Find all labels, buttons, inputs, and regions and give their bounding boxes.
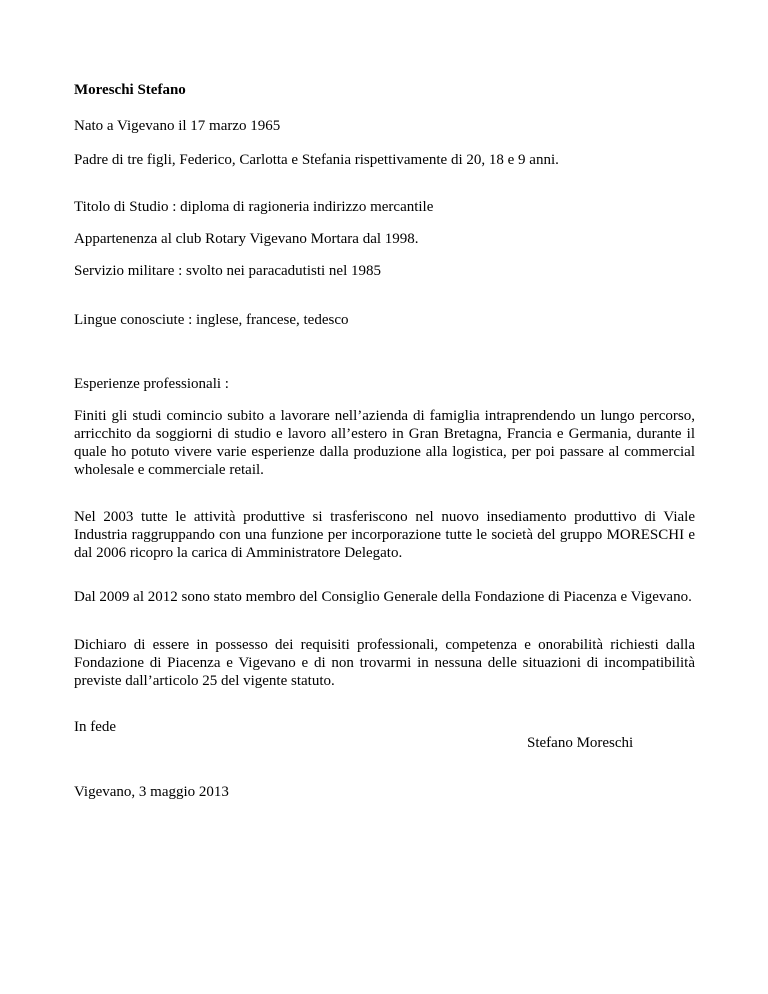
signature-name: Stefano Moreschi: [527, 735, 634, 751]
birth-line: Nato a Vigevano il 17 marzo 1965: [74, 118, 281, 134]
closing-line: In fede: [74, 719, 117, 735]
family-line: Padre di tre figli, Federico, Carlotta e Stefania rispettivamente di 20, 18 e 9 anni.: [74, 152, 559, 168]
languages-line: Lingue conosciute : inglese, francese, tedesco: [74, 312, 349, 328]
experience-heading: Esperienze professionali :: [74, 376, 229, 392]
paragraph-2003: Nel 2003 tutte le attività produttive si trasferiscono nel nuovo insediamento produttivo di Viale Industria raggruppando con una funzione per incorporazione tutte le società del gruppo MORESCHI e dal 2006 ricopro la carica di Amministratore Delegato.: [74, 509, 695, 561]
declaration-paragraph: Dichiaro di essere in possesso dei requisiti professionali, competenza e onorabilità richiesti dalla Fondazione di Piacenza e Vigevano e di non trovarmi in nessuna delle situazioni di incompatibilità previste dall’articolo 25 del vigente statuto.: [74, 637, 695, 689]
paragraph-2009: Dal 2009 al 2012 sono stato membro del Consiglio Generale della Fondazione di Piacenza e Vigevano.: [74, 589, 692, 605]
education-line: Titolo di Studio : diploma di ragioneria indirizzo mercantile: [74, 199, 434, 215]
place-date-line: Vigevano, 3 maggio 2013: [74, 784, 229, 800]
rotary-line: Appartenenza al club Rotary Vigevano Mortara dal 1998.: [74, 231, 419, 247]
experience-paragraph: Finiti gli studi comincio subito a lavorare nell’azienda di famiglia intraprendendo un lungo percorso, arricchito da soggiorni di studio e lavoro all’estero in Gran Bretagna, Francia e Germania, durante il quale ho potuto vivere varie esperienze dalla produzione alla logistica, per poi passare al commercial wholesale e commerciale retail.: [74, 408, 695, 478]
document-title-name: Moreschi Stefano: [74, 82, 186, 98]
military-line: Servizio militare : svolto nei paracadutisti nel 1985: [74, 263, 382, 279]
